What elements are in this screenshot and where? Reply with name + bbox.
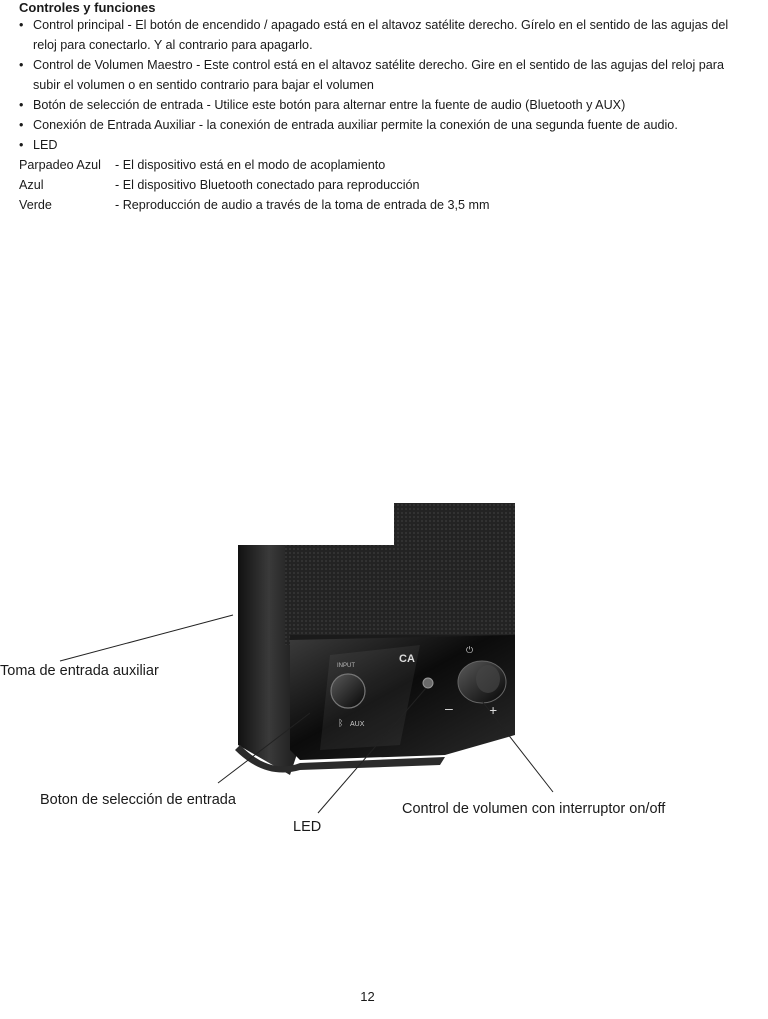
led-state-desc: - Reproducción de audio a través de la toma de entrada de 3,5 mm [115,198,490,212]
page-number: 12 [360,989,375,1004]
list-item-text: Botón de selección de entrada - Utilice este botón para alternar entre la fuente de audio (Bluetooth y AUX) [33,98,626,112]
power-icon: ⏻ [466,646,474,656]
right-speaker-grille [394,503,515,635]
led-indicator [423,678,433,688]
led-states-table [19,155,490,215]
callout-input-button: Boton de selección de entrada [40,792,236,808]
list-item-text: Conexión de Entrada Auxiliar - la conexión de entrada auxiliar permite la conexión de una segunda fuente de audio. [33,118,678,132]
led-state-desc: - El dispositivo está en el modo de acoplamiento [115,158,386,172]
section-title: Controles y funciones [19,0,156,15]
plus-icon: + [489,702,498,718]
bullet: • [19,98,24,112]
callout-led: LED [293,819,322,835]
list-item [19,55,754,95]
list-item [19,95,754,115]
callout-aux-input: Toma de entrada auxiliar [0,663,159,679]
table-row [19,195,490,215]
led-state-label: Parpadeo Azul [19,158,101,172]
speaker-figure [0,495,768,845]
list-item [19,115,754,135]
led-state-label: Verde [19,198,52,212]
input-button [331,674,365,708]
callout-volume: Control de volumen con interruptor on/off [402,801,666,817]
led-state-desc: - El dispositivo Bluetooth conectado para reproducción [115,178,420,192]
minus-icon: – [445,700,453,716]
list-item [19,15,754,55]
volume-knob-cap [476,665,500,693]
list-item [19,135,754,155]
input-label: INPUT [337,663,355,669]
leader-line-volume [482,701,553,792]
aux-label: AUX [350,721,365,728]
list-item-text: LED [33,138,58,152]
bullet: • [19,18,24,32]
list-item-text: Control principal - El botón de encendido / apagado está en el altavoz satélite derecho. Gírelo en el sentido de las agujas del reloj para conectarlo. Y al contrario para apagarlo. [33,18,729,52]
left-speaker-grille [285,545,395,645]
controls-list [19,15,754,155]
brand-logo: CA [399,653,415,665]
table-row [19,175,490,195]
bluetooth-icon: ᛒ [338,719,344,729]
led-state-label: Azul [19,178,44,192]
table-row [19,155,490,175]
leader-line-aux [60,615,233,661]
bullet: • [19,58,24,72]
bullet: • [19,138,24,152]
list-item-text: Control de Volumen Maestro - Este control está en el altavoz satélite derecho. Gire en el sentido de las agujas del reloj para subir el volumen o en sentido contrario para bajar el volumen [33,58,724,92]
bullet: • [19,118,24,132]
